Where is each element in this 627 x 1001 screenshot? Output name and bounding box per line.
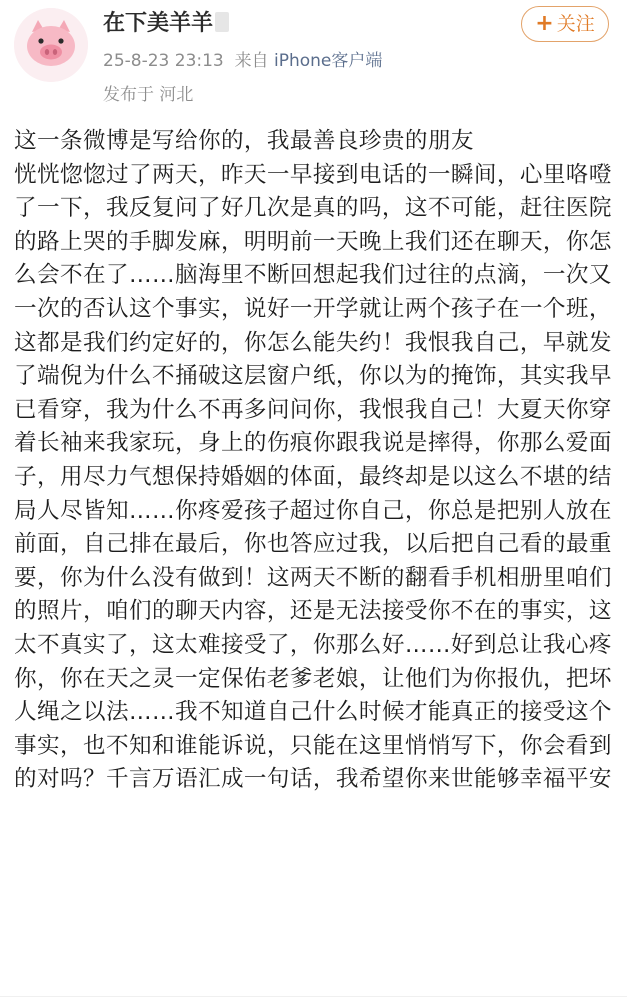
follow-label: 关注: [556, 12, 595, 35]
plus-icon: +: [535, 11, 554, 36]
post-location: 发布于 河北: [103, 85, 194, 105]
post-time: 25-8-23 23:13: [103, 51, 224, 71]
author-name[interactable]: [103, 9, 229, 39]
follow-button[interactable]: [521, 6, 609, 42]
post-content: 这一条微博是写给你的，我最善良珍贵的朋友 恍恍惚惚过了两天，昨天一早接到电话的一瞬间，心里咯噔了一下，我反复问了好几次是真的吗，这不可能，赶往医院的路上哭的手脚发麻，明明前一天晚上我们还在聊天，你怎么会不在了……脑海里不断回想起我们过往的点滴，一次又一次的否认这个事实，说好一开学就让两个孩子在一个班，这都是我们约定好的，你怎么能失约！我恨我自己，早就发了端倪为什么不捅破这层窗户纸，你以为的掩饰，其实我早已看穿，我为什么不再多问问你，我恨我自己！大夏天你穿着长袖来我家玩，身上的伤痕你跟我说是摔得，你那么爱面子，用尽力气想保持婚姻的体面，最终却是以这么不堪的结局人尽皆知……你疼爱孩子超过你自己，你总是把别人放在前面，自己排在最后，你也答应过我，以后把自己看的最重要，你为什么没有做到！这两天不断的翻看手机相册里咱们的照片，咱们的聊天内容，还是无法接受你不在的事实，这太不真实了，这太难接受了，你那么好……好到总让我心疼你，你在天之灵一定保佑老爹老娘，让他们为你报仇，把坏人绳之以法……我不知道自己什么时候才能真正的接受这个事实，也不知和谁能诉说，只能在这里悄悄写下，你会看到的对吗？千言万语汇成一句话，我希望你来世能够幸福平安: [14, 128, 612, 793]
source-client[interactable]: iPhone客户端: [273, 51, 383, 71]
source-prefix: 来自: [234, 51, 269, 71]
author-name-text: 在下美羊羊: [103, 11, 214, 36]
post-meta: [103, 48, 382, 74]
bottom-divider: [0, 996, 627, 997]
name-overflow-mask: [215, 12, 229, 32]
pig-avatar-icon: [14, 8, 88, 82]
post-header: [0, 0, 627, 120]
author-avatar[interactable]: [14, 8, 88, 82]
